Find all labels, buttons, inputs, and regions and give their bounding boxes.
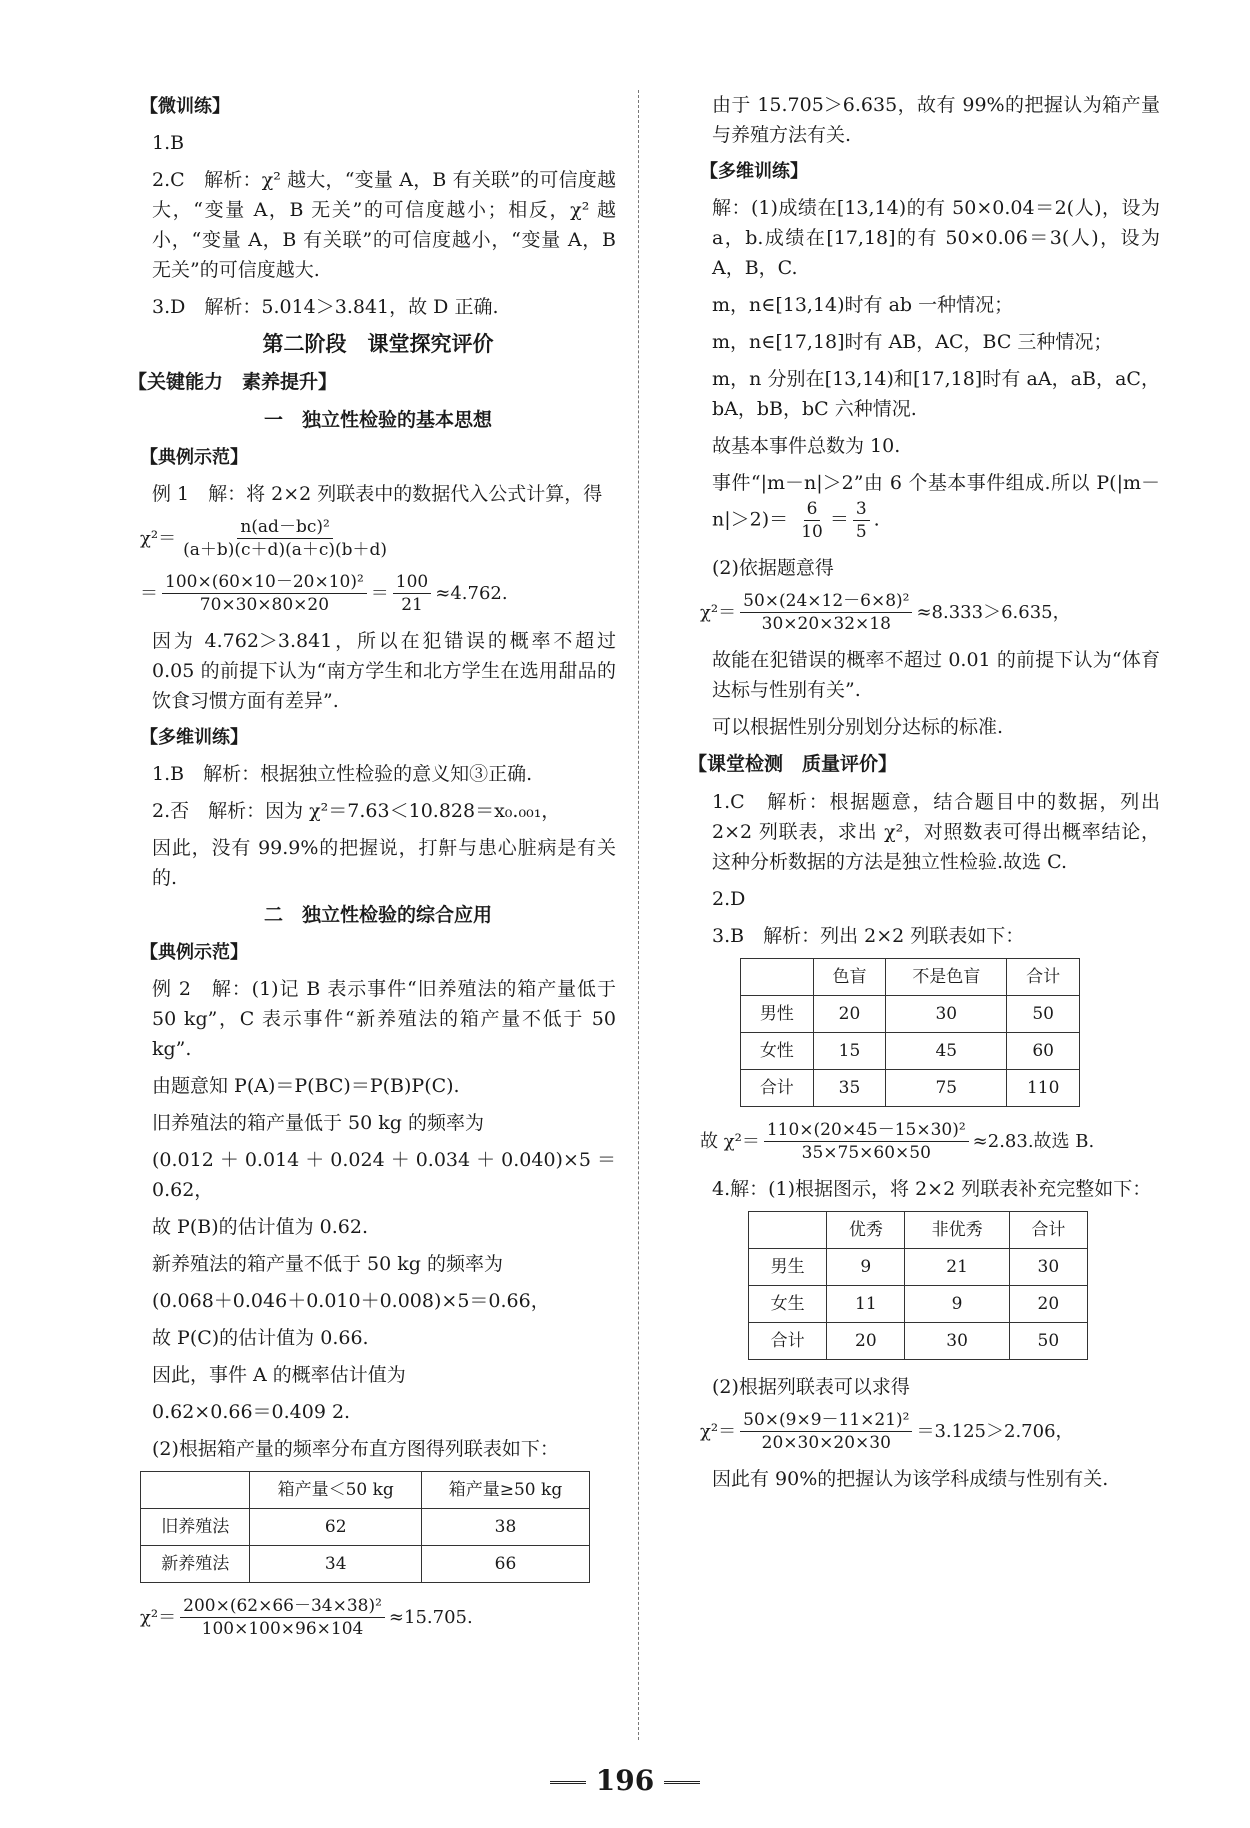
table-cell: 30 [905,1323,1009,1360]
conclusion-1: 因为 4.762＞3.841，所以在犯错误的概率不超过 0.05 的前提下认为“南方学生和北方学生在选用甜品的饮食习惯方面有差异”. [152,630,616,712]
fraction [853,498,870,543]
formula-lhs: χ²＝ [700,601,737,623]
text-line: 故能在犯错误的概率不超过 0.01 的前提下认为“体育达标与性别有关”. [712,649,1160,701]
denominator: 10 [801,522,823,542]
formula-rhs: ≈4.762. [435,582,508,604]
page-number-text: 196 [595,1764,655,1797]
table-cell: 60 [1007,1033,1080,1070]
table-header-row [741,959,1080,996]
contingency-table-yield [140,1471,590,1583]
formula-rhs: ≈8.333＞6.635， [916,601,1071,623]
denominator: 35×75×60×50 [801,1143,931,1163]
training-answer-2: 2.否 解析：因为 χ²＝7.63＜10.828＝x₀.₀₀₁， [152,800,561,822]
formula-rhs: ≈2.83.故选 B. [972,1130,1095,1152]
table-cell: 旧养殖法 [141,1509,250,1546]
heading-micro-training: 【微训练】 [140,96,230,117]
numerator: 100 [393,571,431,594]
heading-example-2: 【典例示范】 [140,942,248,963]
table-cell: 9 [827,1249,905,1286]
table-cell: 箱产量＜50 kg [250,1472,422,1509]
text-segment: ＝ [829,508,849,531]
fraction [162,571,367,616]
formula-lhs: χ²＝ [140,527,177,549]
formula-equals: ＝ [370,582,389,604]
heading-multi-training: 【多维训练】 [140,727,248,748]
table-cell [741,959,814,996]
formula-rhs: ＝3.125＞2.706， [916,1420,1074,1442]
denominator: 30×20×32×18 [761,614,891,634]
text-line: 因此，事件 A 的概率估计值为 [152,1364,406,1386]
text-line: 由于 15.705＞6.635，故有 99%的把握认为箱产量与养殖方法有关. [712,94,1160,146]
subsection-heading-2: 二 独立性检验的综合应用 [263,904,492,926]
denominator: 20×30×20×30 [761,1433,891,1453]
decorative-rule [550,1781,586,1784]
table-cell: 30 [1009,1249,1087,1286]
table-cell: 合计 [1009,1212,1087,1249]
table-cell: 箱产量≥50 kg [421,1472,589,1509]
table-cell: 20 [1009,1286,1087,1323]
fraction [393,571,431,616]
heading-multi-training: 【多维训练】 [700,161,808,182]
formula-rhs: ≈15.705. [388,1606,473,1628]
table-cell [141,1472,250,1509]
table-cell: 女生 [749,1286,827,1323]
text-line: (2)根据列联表可以求得 [712,1376,910,1398]
answer-1: 1.B [152,132,185,154]
table-cell: 不是色盲 [886,959,1007,996]
table-cell: 30 [886,996,1007,1033]
table-row [741,1033,1080,1070]
table-cell: 50 [1007,996,1080,1033]
stage-heading: 第二阶段 课堂探究评价 [262,332,494,356]
probability-line [700,468,1160,543]
text-line: m，n 分别在[13,14)和[17,18]时有 aA，aB，aC，bA，bB，bC 六种情况. [712,368,1160,420]
fraction [740,590,912,635]
formula-chi-square-color-blind [700,1119,1160,1164]
text-line: 3.B 解析：列出 2×2 列联表如下： [712,925,1025,947]
table-cell: 男生 [749,1249,827,1286]
table-header-row [141,1472,590,1509]
numerator: n(ad－bc)² [237,516,332,539]
table-cell: 20 [827,1323,905,1360]
text-line: 因此有 90%的把握认为该学科成绩与性别有关. [712,1468,1109,1490]
formula-lhs: χ²＝ [140,1606,177,1628]
table-cell: 34 [250,1546,422,1583]
fraction [798,498,826,543]
answer-3: 3.D 解析：5.014＞3.841，故 D 正确. [152,296,499,318]
table-cell: 62 [250,1509,422,1546]
text-segment: 事件“|m－n|＞2”由 6 个基本事件组成.所以 P(|m－n|＞2)＝ [712,472,1160,531]
text-line: 4.解：(1)根据图示，将 2×2 列联表补充完整如下： [712,1178,1152,1200]
table-cell: 21 [905,1249,1009,1286]
text-line: (0.012＋0.014＋0.024＋0.034＋0.040)×5＝0.62， [152,1149,616,1201]
answer-2: 2.C 解析：χ² 越大，“变量 A，B 有关联”的可信度越大，“变量 A，B 无关”的可信度越小；相反，χ² 越小，“变量 A，B 有关联”的可信度越小，“变量 A，B 无关”的可信度越大. [152,169,616,281]
table-row [141,1546,590,1583]
denominator: 21 [401,595,423,615]
fraction [740,1409,912,1454]
denominator: 100×100×96×104 [201,1619,364,1639]
training-answer-1: 1.B 解析：根据独立性检验的意义知③正确. [152,763,533,785]
text-line: (2)根据箱产量的频率分布直方图得列联表如下： [152,1438,559,1460]
text-line: 可以根据性别分别划分达标的标准. [712,716,1004,738]
contingency-table-color-blind [740,958,1080,1107]
text-line: m，n∈[17,18]时有 AB，AC，BC 三种情况； [712,331,1113,353]
text-line: 0.62×0.66＝0.409 2. [152,1401,351,1423]
table-cell: 50 [1009,1323,1087,1360]
numerator: 50×(24×12－6×8)² [740,590,912,613]
numerator: 50×(9×9－11×21)² [740,1409,912,1432]
table-cell: 女性 [741,1033,814,1070]
formula-lhs: χ²＝ [700,1420,737,1442]
table-cell: 35 [813,1070,886,1107]
subsection-heading-1: 一 独立性检验的基本思想 [263,409,492,431]
table-cell: 优秀 [827,1212,905,1249]
table-cell: 20 [813,996,886,1033]
training-answer-2-cont: 因此，没有 99.9%的把握说，打鼾与患心脏病是有关的. [152,837,616,889]
formula-calculation [140,571,616,616]
table-row [749,1286,1088,1323]
table-header-row [749,1212,1088,1249]
denominator: 70×30×80×20 [199,595,330,615]
table-cell: 110 [1007,1070,1080,1107]
fraction [180,1595,385,1640]
left-column [128,90,616,1650]
example-1-intro: 例 1 解：将 2×2 列联表中的数据代入公式计算，得 [152,483,603,505]
section-heading-class-test: 【课堂检测 质量评价】 [688,753,898,775]
numerator: 200×(62×66－34×38)² [180,1595,385,1618]
text-line: 故基本事件总数为 10. [712,435,901,457]
text-line: 2.D [712,888,746,910]
page-number [0,1764,1250,1797]
contingency-table-grades [748,1211,1088,1360]
denominator: (a＋b)(c＋d)(a＋c)(b＋d) [183,540,388,560]
table-cell: 9 [905,1286,1009,1323]
text-line: 旧养殖法的箱产量低于 50 kg 的频率为 [152,1112,484,1134]
table-row [141,1509,590,1546]
table-row [749,1323,1088,1360]
fraction [180,516,390,561]
text-line: (2)依据题意得 [712,557,834,579]
table-cell: 11 [827,1286,905,1323]
numerator: 3 [853,498,870,521]
table-cell: 合计 [741,1070,814,1107]
text-line: 故 P(C)的估计值为 0.66. [152,1327,369,1349]
numerator: 110×(20×45－15×30)² [764,1119,969,1142]
example-2-part-1: 例 2 解：(1)记 B 表示事件“旧养殖法的箱产量低于 50 kg”，C 表示事件“新养殖法的箱产量不低于 50 kg”. [152,978,616,1060]
numerator: 6 [804,498,821,521]
formula-chi-square-grades [700,1409,1160,1454]
numerator: 100×(60×10－20×10)² [162,571,367,594]
formula-chi-square-yield [140,1595,616,1640]
heading-example: 【典例示范】 [140,447,248,468]
text-segment: . [873,508,880,531]
column-divider [638,90,639,1740]
text-line: 新养殖法的箱产量不低于 50 kg 的频率为 [152,1253,503,1275]
text-line: (0.068＋0.046＋0.010＋0.008)×5＝0.66， [152,1290,550,1312]
text-line: m，n∈[13,14)时有 ab 一种情况； [712,294,1014,316]
table-cell: 合计 [749,1323,827,1360]
fraction [764,1119,969,1164]
table-cell: 66 [421,1546,589,1583]
formula-chi-square [140,516,616,561]
table-cell: 45 [886,1033,1007,1070]
decorative-rule [664,1781,700,1784]
table-cell: 男性 [741,996,814,1033]
table-cell: 合计 [1007,959,1080,996]
table-cell: 15 [813,1033,886,1070]
table-cell: 非优秀 [905,1212,1009,1249]
table-cell: 新养殖法 [141,1546,250,1583]
text-line: 1.C 解析：根据题意，结合题目中的数据，列出 2×2 列联表，求出 χ²，对照数表可得出概率结论，这种分析数据的方法是独立性检验.故选 C. [712,791,1160,873]
table-cell: 75 [886,1070,1007,1107]
text-line: 由题意知 P(A)＝P(BC)＝P(B)P(C). [152,1075,460,1097]
denominator: 5 [855,522,867,542]
text-line: 解：(1)成绩在[13,14)的有 50×0.04＝2(人)，设为 a，b.成绩在[17,18]的有 50×0.06＝3(人)，设为 A，B，C. [712,197,1160,279]
table-row [749,1249,1088,1286]
text-line: 故 P(B)的估计值为 0.62. [152,1216,368,1238]
formula-lhs: 故 χ²＝ [700,1130,760,1152]
table-cell: 38 [421,1509,589,1546]
formula-chi-square-sports [700,590,1160,635]
formula-lhs: ＝ [140,582,158,604]
table-cell: 色盲 [813,959,886,996]
section-heading-key-ability: 【关键能力 素养提升】 [128,371,338,393]
table-row [741,1070,1080,1107]
right-column [688,90,1160,1501]
table-row [741,996,1080,1033]
table-cell [749,1212,827,1249]
